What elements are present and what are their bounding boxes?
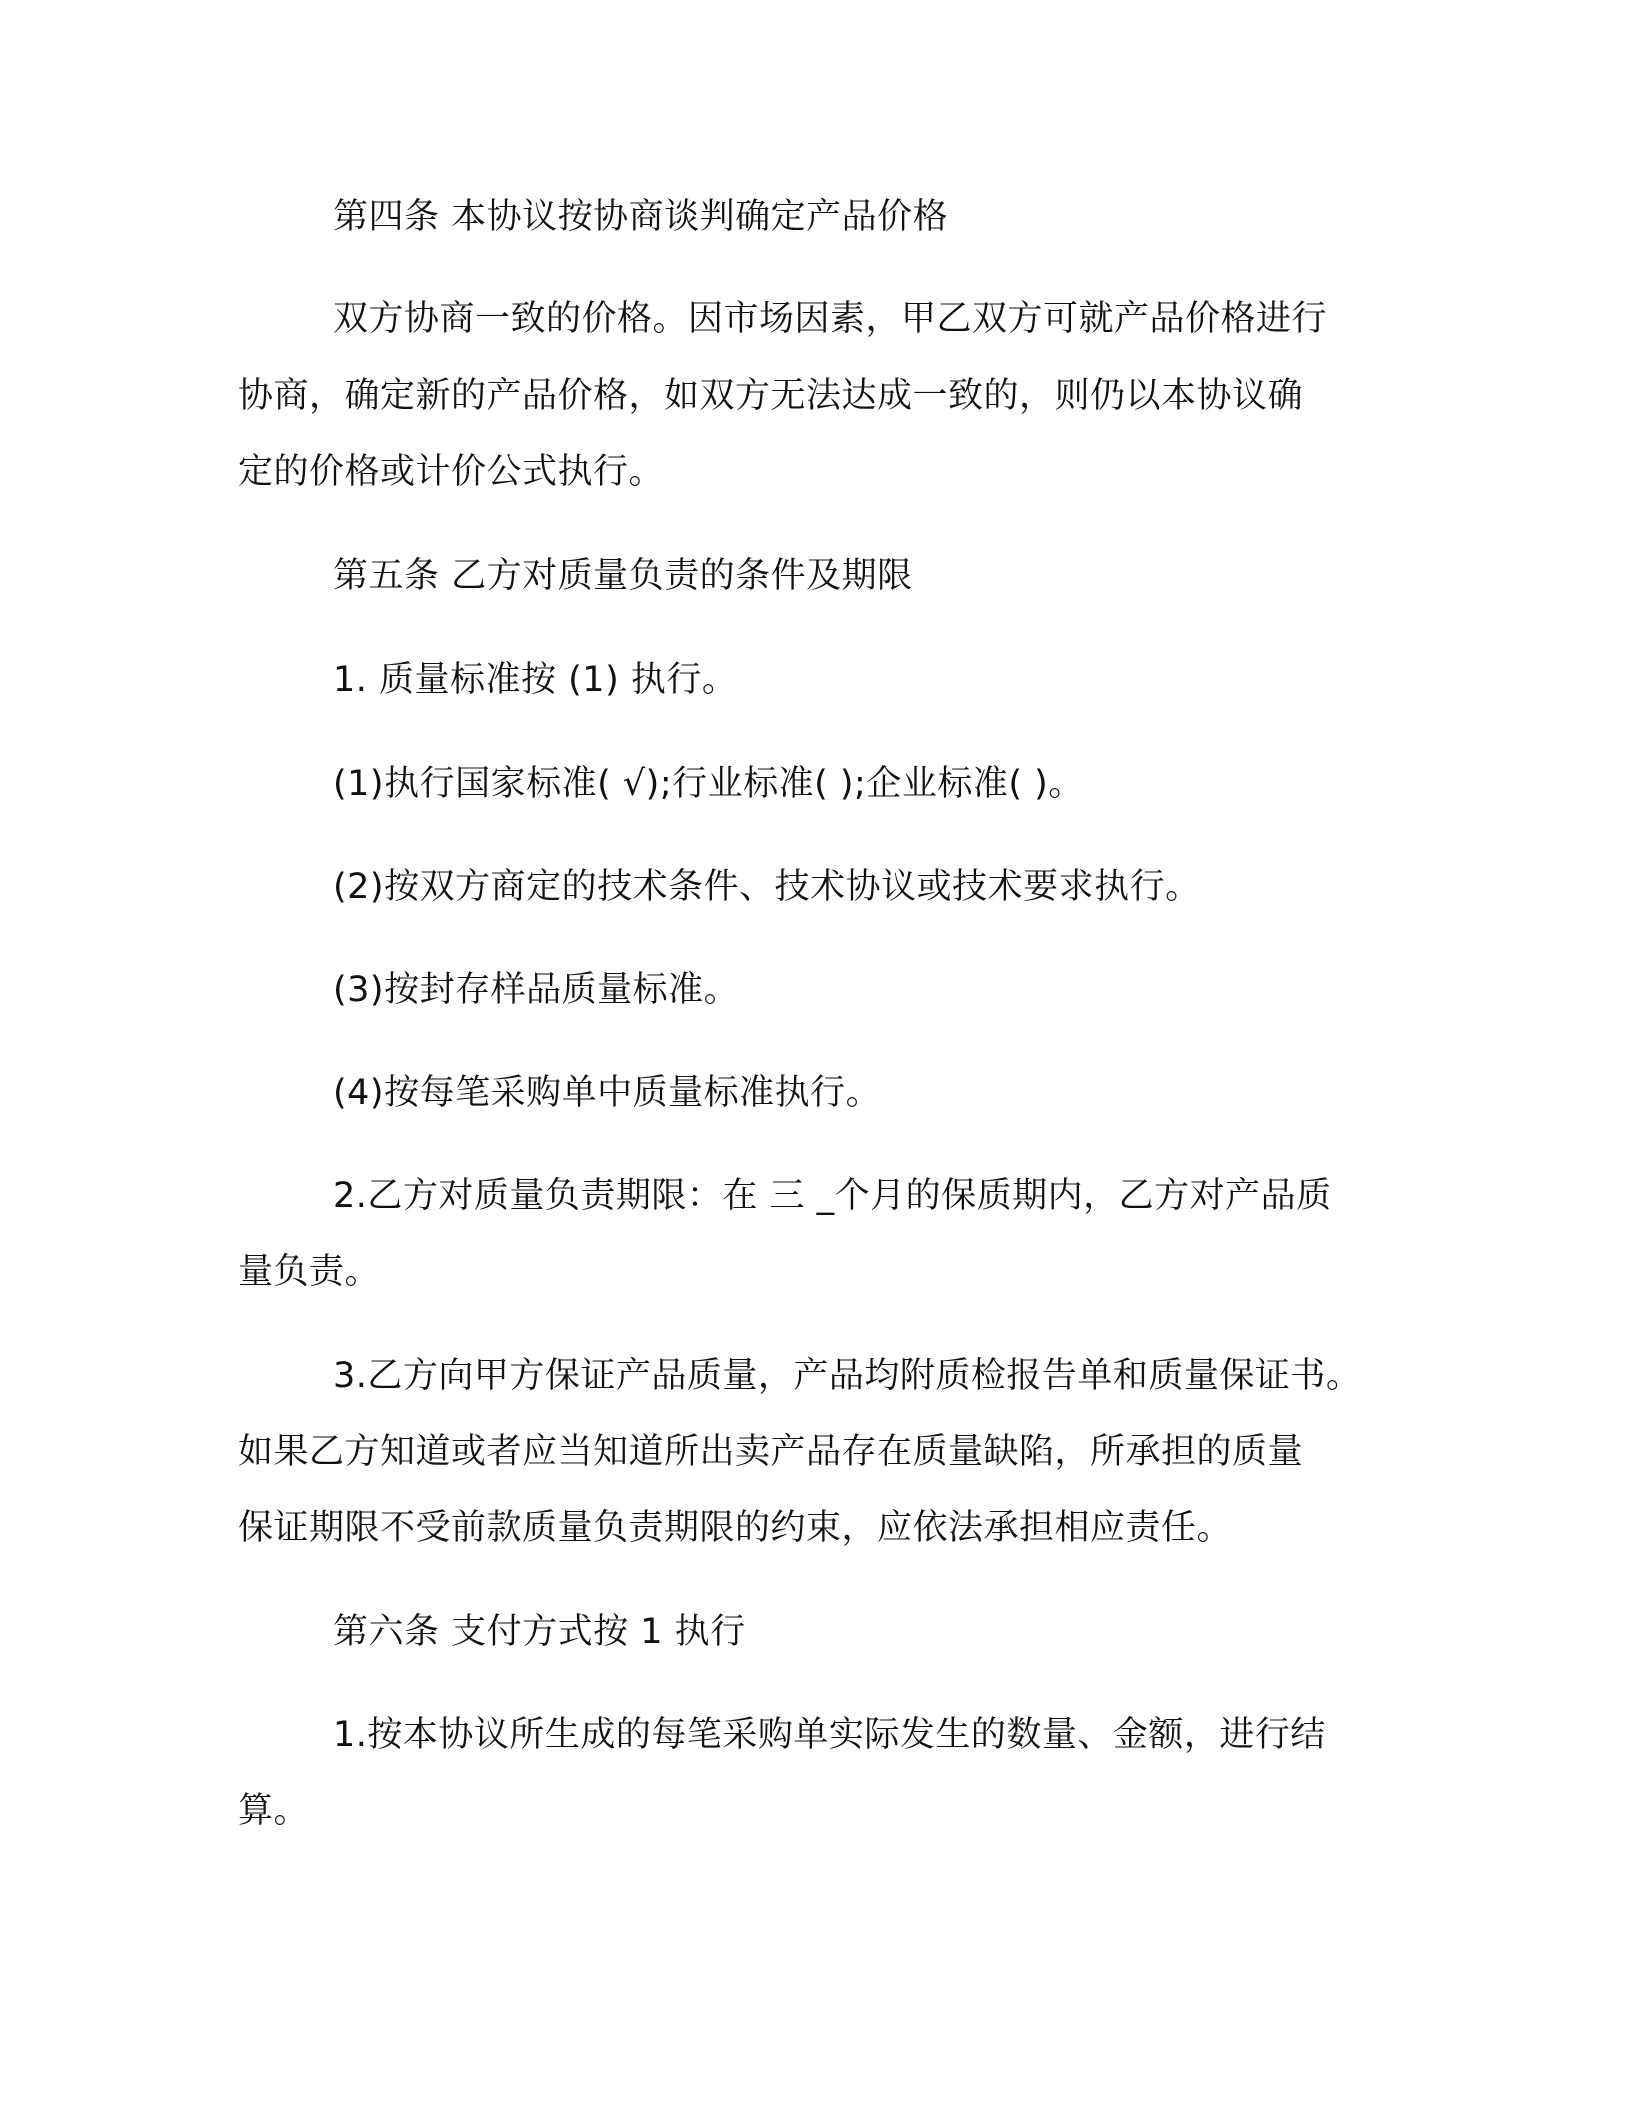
article-5-heading: 第五条 乙方对质量负责的条件及期限 xyxy=(333,556,913,596)
article-4-heading: 第四条 本协议按协商谈判确定产品价格 xyxy=(333,197,949,237)
quality-period-line-1: 2.乙方对质量负责期限：在 三 _个月的保质期内，乙方对产品质 xyxy=(333,1176,1332,1216)
quality-guarantee-line-2: 如果乙方知道或者应当知道所出卖产品存在质量缺陷，所承担的质量 xyxy=(238,1432,1304,1472)
article-4-paragraph-line-1: 双方协商一致的价格。因市场因素，甲乙双方可就产品价格进行 xyxy=(333,299,1328,339)
standard-option-3: (3)按封存样品质量标准。 xyxy=(333,970,740,1010)
quality-standard-item: 1. 质量标准按 (1) 执行。 xyxy=(333,660,738,700)
article-4-paragraph-line-3: 定的价格或计价公式执行。 xyxy=(238,452,665,492)
standard-option-1: (1)执行国家标准( √);行业标准( );企业标准( )。 xyxy=(333,764,1084,804)
standard-option-2: (2)按双方商定的技术条件、技术协议或技术要求执行。 xyxy=(333,867,1201,907)
article-4-paragraph-line-2: 协商，确定新的产品价格，如双方无法达成一致的，则仍以本协议确 xyxy=(238,376,1304,416)
payment-item-line-1: 1.按本协议所生成的每笔采购单实际发生的数量、金额，进行结 xyxy=(333,1715,1326,1755)
quality-guarantee-line-1: 3.乙方向甲方保证产品质量，产品均附质检报告单和质量保证书。 xyxy=(333,1356,1362,1396)
quality-period-line-2: 量负责。 xyxy=(238,1252,381,1292)
payment-item-line-2: 算。 xyxy=(238,1791,310,1831)
quality-guarantee-line-3: 保证期限不受前款质量负责期限的约束，应依法承担相应责任。 xyxy=(238,1508,1233,1548)
article-6-heading: 第六条 支付方式按 1 执行 xyxy=(333,1612,746,1652)
standard-option-4: (4)按每笔采购单中质量标准执行。 xyxy=(333,1073,882,1113)
